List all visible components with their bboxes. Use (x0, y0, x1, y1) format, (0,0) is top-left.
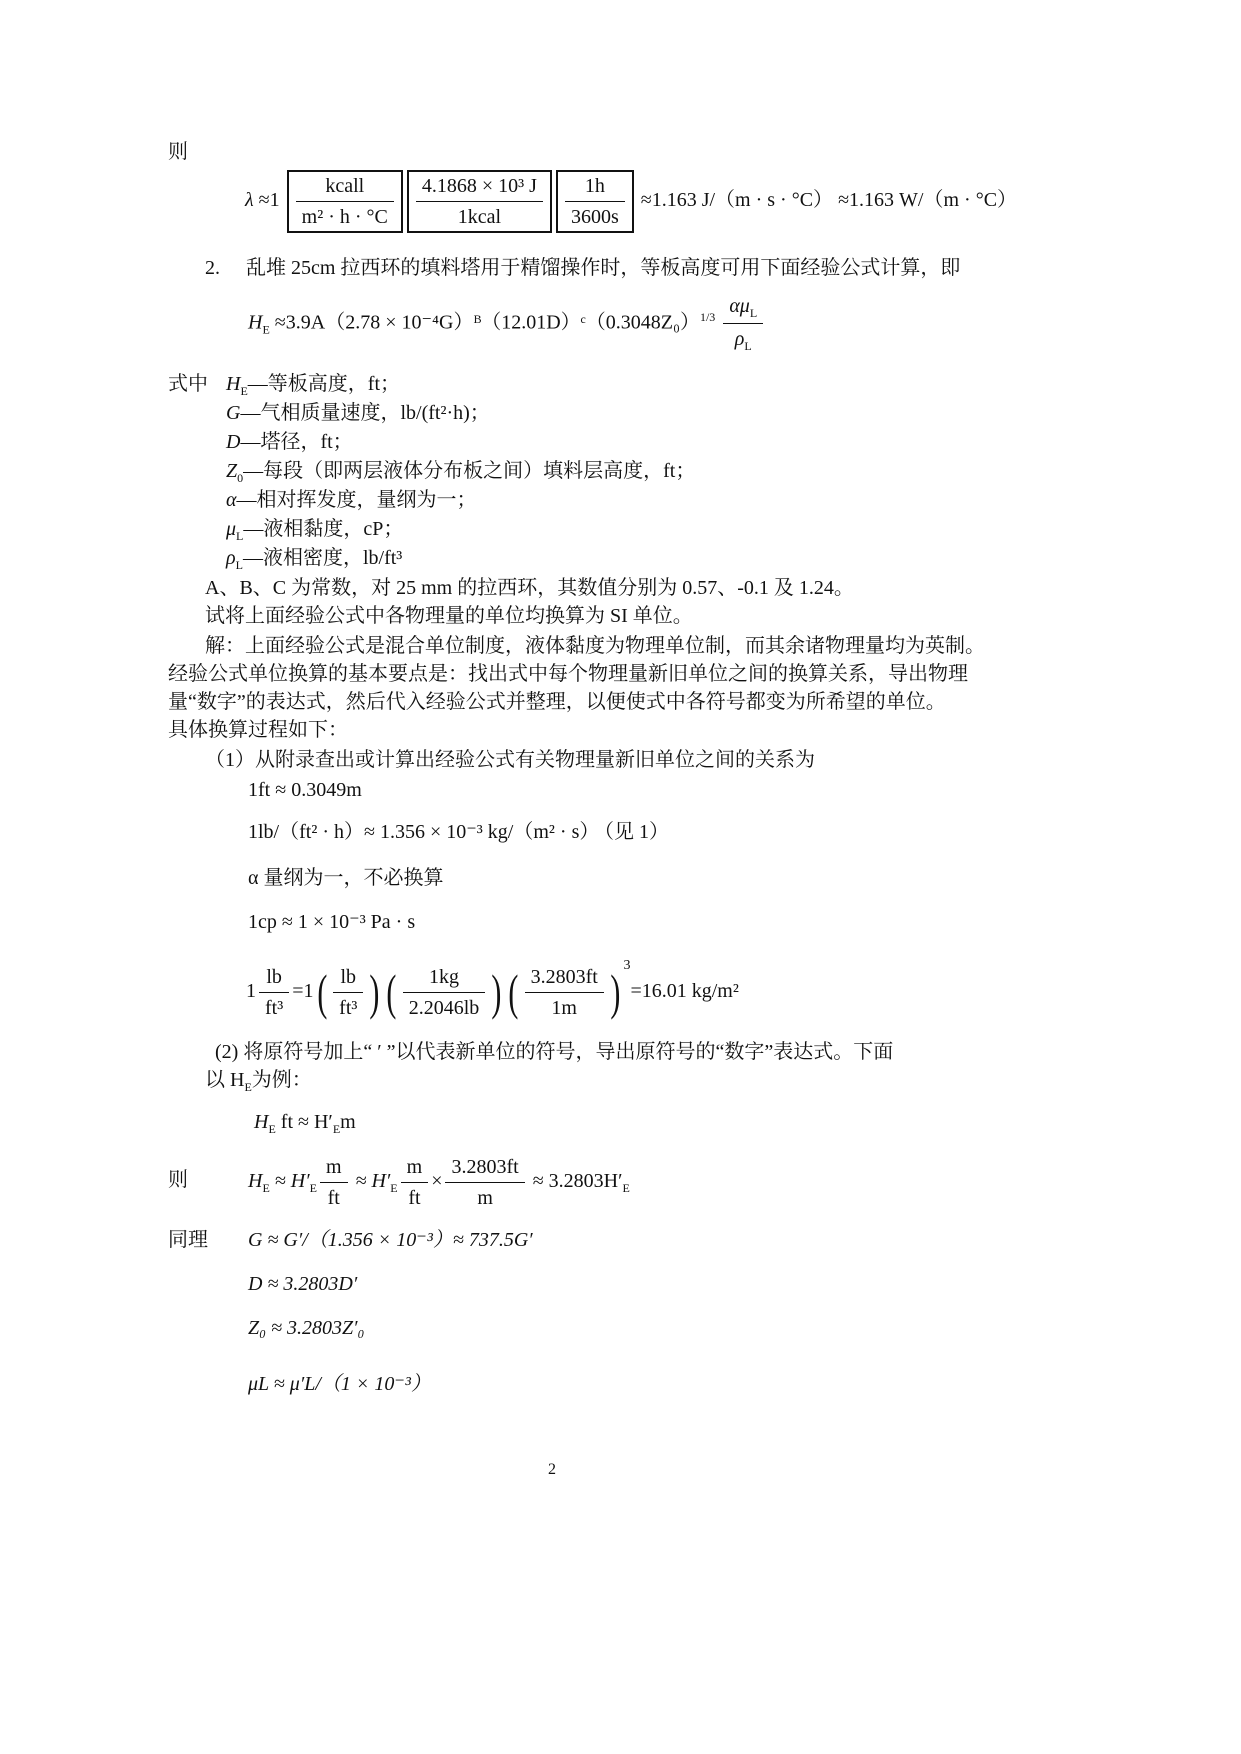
eq-text: =1 (292, 980, 314, 1002)
definition-text: —等板高度，ft； (247, 373, 401, 395)
eq-approx: ≈ (838, 189, 850, 212)
label-ze-2: 则 (168, 1169, 188, 1191)
definition-item (226, 401, 490, 425)
item-2-text: 乱堆 25cm 拉西环的填料塔用于精馏操作时，等板高度可用下面经验公式计算，即 (246, 257, 961, 279)
eq-frac-den: 1kcal (457, 206, 502, 228)
definition-subscript: L (235, 558, 243, 572)
paren-right: ) (491, 964, 502, 1021)
eq-text: m (340, 1111, 356, 1133)
he-unit-relation (254, 1110, 356, 1136)
eq-subscript: E (262, 322, 270, 337)
eq-frac-den: ft (327, 1187, 340, 1209)
eq-one: 1 (269, 189, 280, 212)
definition-text: —塔径，ft； (240, 431, 353, 453)
eq-frac-den: 3600s (570, 206, 619, 228)
solution-line-1: 解：上面经验公式是混合单位制度，液体黏度为物理单位制，而其余诸物理量均为英制。 (205, 635, 985, 657)
eq-symbol: λ (245, 189, 254, 212)
paren-left: ( (386, 964, 397, 1021)
eq-text: ≈ H′ (274, 1170, 310, 1193)
eq-body: 3.9A（2.78 × 10⁻⁴G）ᴮ（12.01D）ᶜ（0.3048Z₀） (285, 311, 700, 334)
eq-frac-den: 2.2046lb (408, 996, 480, 1019)
conversion-lb: 1lb/（ft² · h）≈ 1.356 × 10⁻³ kg/（m² · s） (248, 821, 600, 843)
eq-frac-num: 3.2803ft (525, 965, 604, 993)
eq-exponent: 3 (623, 958, 631, 973)
eq-bracket-1 (287, 170, 403, 233)
definition-text: —气相质量速度，lb/(ft²·h)； (240, 402, 490, 424)
eq-text: 1 (246, 980, 256, 1002)
definition-symbol: H (226, 373, 241, 395)
eq-text: ft ≈ H′ (280, 1111, 333, 1133)
definition-item (226, 430, 353, 454)
eq-subscript: L (744, 339, 752, 354)
definition-symbol: Z (226, 460, 238, 482)
step-2-sub: E (244, 1080, 252, 1094)
definition-text: —相对挥发度，量纲为一； (236, 489, 477, 511)
equation-g: G ≈ G′/（1.356 × 10⁻³）≈ 737.5G′ (248, 1229, 533, 1251)
eq-frac-num: kcall (296, 174, 394, 202)
eq-text: ≈ H′ (355, 1170, 391, 1193)
paren-left: ( (508, 964, 519, 1021)
eq-subscript: E (262, 1181, 270, 1196)
solution-line-3: 量“数字”的表达式，然后代入经验公式并整理，以便使式中各符号都变为所希望的单位。 (168, 691, 946, 713)
definition-symbol: G (226, 402, 241, 424)
eq-exponent: 1/3 (699, 309, 716, 324)
label-ze: 则 (168, 141, 188, 163)
eq-frac-num: 4.1868 × 10³ J (416, 174, 543, 202)
equation-mu: μL ≈ μ′L/（1 × 10⁻³） (248, 1373, 431, 1395)
item-2-number: 2. (205, 257, 220, 279)
where-label: 式中 (168, 373, 208, 395)
eq-text: =16.01 kg/m² (630, 980, 739, 1002)
eq-frac-num: m (401, 1155, 429, 1183)
definition-symbol: α (226, 489, 237, 511)
eq-symbol: H (248, 311, 263, 334)
eq-frac-num: m (320, 1155, 348, 1183)
equation-lambda (245, 170, 1017, 233)
eq-subscript: E (622, 1181, 630, 1196)
solution-line-2: 经验公式单位换算的基本要点是：找出式中每个物理量新旧单位之间的换算关系，导出物理 (168, 663, 968, 685)
definition-item (226, 488, 477, 512)
step-2-line-1: (2) 将原符号加上“ ′ ”以代表新单位的符号，导出原符号的“数字”表达式。下面 (215, 1041, 894, 1063)
eq-symbol: H (254, 1111, 269, 1133)
eq-symbol: H (248, 1170, 263, 1193)
definition-text: —每段（即两层液体分布板之间）填料层高度，ft； (243, 460, 696, 482)
definition-item (226, 372, 400, 398)
step-2-line-2 (205, 1068, 312, 1094)
step-2-end: 为例： (251, 1069, 312, 1091)
eq-subscript: L (749, 306, 758, 320)
eq-frac-num: 1h (565, 174, 625, 202)
definition-item (226, 546, 402, 572)
eq-bracket-3 (556, 170, 634, 233)
equation-he-conversion (248, 1155, 630, 1210)
eq-frac-den: ρ (734, 328, 745, 351)
conversion-alpha: α 量纲为一，不必换算 (248, 867, 444, 889)
task-line: 试将上面经验公式中各物理量的单位均换算为 SI 单位。 (205, 605, 693, 627)
eq-frac-den: ft³ (339, 996, 358, 1019)
paren-right: ) (369, 964, 380, 1021)
eq-result-2: 1.163 W/（m · °C） (849, 189, 1018, 212)
step-2-text: 以 H (205, 1069, 245, 1091)
eq-text: × (431, 1170, 443, 1193)
eq-text: ≈ 3.2803H′ (532, 1170, 623, 1193)
eq-subscript: E (309, 1181, 317, 1196)
eq-frac-num: lb (259, 965, 289, 993)
definition-text: —液相黏度，cP； (243, 518, 404, 540)
conversion-cp: 1cp ≈ 1 × 10⁻³ Pa · s (248, 911, 416, 933)
eq-frac-den: m² · h · °C (301, 206, 388, 228)
eq-frac-den: m (477, 1187, 493, 1209)
solution-line-4: 具体换算过程如下： (168, 719, 348, 741)
definition-symbol: ρ (226, 547, 236, 569)
conversion-ft: 1ft ≈ 0.3049m (248, 779, 362, 801)
eq-frac-num: αμ (729, 295, 750, 317)
definition-subscript: E (240, 384, 248, 398)
definition-item (226, 517, 403, 543)
definition-text: —液相密度，lb/ft³ (242, 547, 403, 569)
eq-frac-num: lb (333, 965, 363, 993)
eq-approx: ≈ (258, 189, 270, 212)
eq-approx: ≈ (640, 189, 652, 212)
eq-frac-den: ft³ (265, 996, 284, 1019)
definition-symbol: μ (226, 518, 237, 540)
eq-subscript: E (390, 1181, 398, 1196)
definition-item (226, 459, 695, 485)
conversion-density (246, 958, 739, 1020)
constants-line: A、B、C 为常数，对 25 mm 的拉西环，其数值分别为 0.57、-0.1 及 1.24。 (205, 577, 854, 599)
eq-frac-num: 3.2803ft (445, 1155, 524, 1183)
eq-frac-den: 1m (551, 996, 577, 1019)
eq-bracket-2 (407, 170, 552, 233)
eq-subscript: E (332, 1122, 341, 1136)
conversion-lb-note: （见 1） (594, 821, 669, 843)
eq-result-1: 1.163 J/（m · s · °C） (651, 189, 834, 212)
eq-subscript: E (268, 1122, 276, 1136)
definition-symbol: D (226, 431, 241, 453)
equation-d: D ≈ 3.2803D′ (248, 1273, 358, 1295)
definition-subscript: L (236, 529, 244, 543)
paren-right: ) (610, 964, 621, 1021)
definition-subscript: 0 (237, 471, 244, 485)
page-number: 2 (548, 1461, 556, 1478)
step-1-heading: （1）从附录查出或计算出经验公式有关物理量新旧单位之间的关系为 (205, 749, 815, 771)
eq-frac-num: 1kg (403, 965, 486, 993)
paren-left: ( (316, 964, 327, 1021)
eq-frac-den: ft (408, 1187, 421, 1209)
equation-he (248, 294, 766, 354)
label-tongli: 同理 (168, 1229, 208, 1251)
eq-approx: ≈ (274, 311, 286, 334)
equation-z0: Z₀ ≈ 3.2803Z′₀ (248, 1317, 365, 1339)
